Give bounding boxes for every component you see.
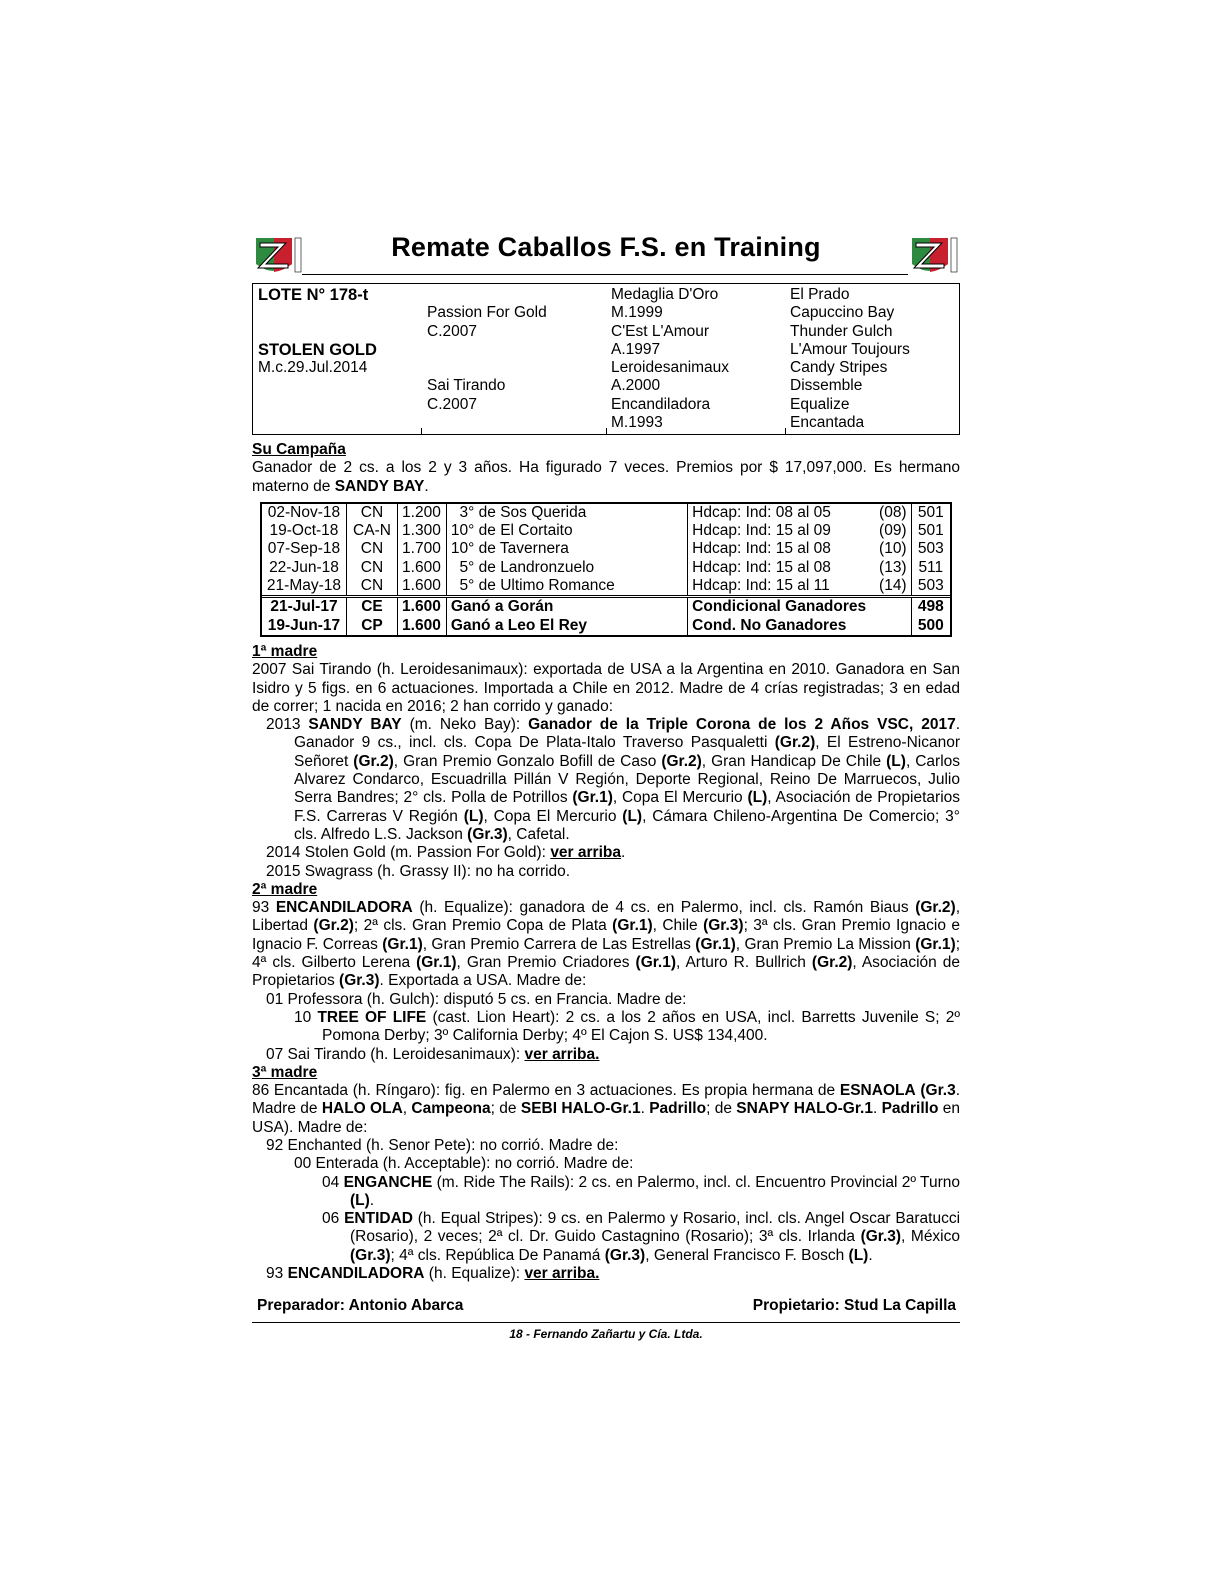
race-row <box>262 617 950 635</box>
page-footer: 18 - Fernando Zañartu y Cía. Ltda. <box>509 1326 703 1341</box>
race-result: Ganó a Leo El Rey <box>446 617 687 635</box>
race-date: 22-Jun-18 <box>269 558 339 576</box>
pedigree-cell: Encantada <box>790 414 865 432</box>
race-condition: Hdcap: Ind: 08 al 05 <box>688 504 875 522</box>
pedigree-horse-column <box>258 286 418 377</box>
pedigree-cell: Capuccino Bay <box>790 304 895 322</box>
produce-entry-professora: 01 Professora (h. Gulch): disputó 5 cs. en Francia. Madre de: <box>266 990 687 1008</box>
race-field-size <box>874 617 911 635</box>
race-track: CN <box>346 504 397 522</box>
race-track: CN <box>346 559 397 577</box>
race-result: 5° de Landronzuelo <box>446 559 687 577</box>
third-dam-text: 86 Encantada (h. Ríngaro): fig. en Palermo en 3 actuaciones. Es propia hermana de ESNAOLA (Gr.3. Madre de HALO OLA, Campeona; de SEBI HALO-Gr.1. Padrillo; de SNAPY HALO-Gr.1. Padrillo en USA). Madre de: <box>252 1082 961 1136</box>
produce-entry-sandy-bay: 2013 SANDY BAY (m. Neko Bay): Ganador de la Triple Corona de los 2 Años VSC, 2017. Ganador 9 cs., incl. cls. Copa De Plata-Italo Traverso Pasqualetti (Gr.2), El Estreno-Nicanor Señoret (Gr.2), Gran Premio Gonzalo Bofill de Caso (Gr.2), Gran Handicap De Chile (L), Carlos Alvarez Condarco, Escuadrilla Pillán V Región, Deporte Regional, Reino De Marruecos, Julio Serra Bandres; 2° cls. Polla de Potrillos (Gr.1), Copa El Mercurio (L), Asociación de Propietarios F.S. Carreras V Región (L), Copa El Mercurio (L), Cámara Chileno-Argentina De Comercio; 3° cls. Alfredo L.S. Jackson (Gr.3), Cafetal. <box>266 716 961 843</box>
campaign-text: Ganador de 2 cs. a los 2 y 3 años. Ha figurado 7 veces. Premios por $ 17,097,000. Es hermano materno de SANDY BAY. <box>252 459 960 495</box>
sire-name: Passion For Gold <box>427 304 547 322</box>
race-row <box>262 559 950 577</box>
pedigree-cell: El Prado <box>790 286 850 303</box>
race-table <box>260 502 952 637</box>
second-dam-heading: 2ª madre <box>252 880 318 898</box>
produce-entry-swagrass: 2015 Swagrass (h. Grassy II): no ha corrido. <box>266 862 571 880</box>
first-dam-section <box>252 643 960 881</box>
race-condition: Hdcap: Ind: 15 al 11 <box>688 577 875 597</box>
produce-entry-stolen-gold: 2014 Stolen Gold (m. Passion For Gold): ver arriba. <box>266 844 626 862</box>
race-condition: Hdcap: Ind: 15 al 09 <box>688 522 875 540</box>
race-number: 498 <box>911 597 950 617</box>
pedigree-box <box>252 283 960 435</box>
catalog-page <box>252 230 960 1343</box>
page-header <box>252 230 960 278</box>
owner-label: Propietario: Stud La Capilla <box>752 1297 956 1315</box>
race-field-size: (14) <box>879 577 907 595</box>
dam-info: C.2007 <box>427 395 477 413</box>
trainer-label: Preparador: Antonio Abarca <box>257 1297 464 1315</box>
pedigree-cell: M.1999 <box>611 304 663 322</box>
pedigree-cell: Dissemble <box>790 377 863 395</box>
produce-entry-entidad: 06 ENTIDAD (h. Equal Stripes): 9 cs. en Palermo y Rosario, incl. cls. Angel Oscar Baratucci (Rosario), 2 veces; 2ª cl. Dr. Guido Castagnino (Rosario); 3ª cls. Irlanda (Gr.3), México (Gr.3); 4ª cls. República De Panamá (Gr.3), General Francisco F. Bosch (L). <box>322 1210 961 1264</box>
race-row <box>262 540 950 558</box>
race-track: CP <box>346 617 397 635</box>
race-field-size: (13) <box>879 558 907 576</box>
horse-name: STOLEN GOLD <box>258 340 377 359</box>
race-condition: Hdcap: Ind: 15 al 08 <box>688 559 875 577</box>
produce-entry-tree-of-life: 10 TREE OF LIFE (cast. Lion Heart): 2 cs. a los 2 años en USA, incl. Barretts Juvenile S; 2º Pomona Derby; 3º California Derby; 4º El Cajon S. US$ 134,400. <box>294 1008 961 1045</box>
see-above-link[interactable]: ver arriba. <box>524 1265 600 1283</box>
race-date: 02-Nov-18 <box>267 503 341 521</box>
third-dam-heading: 3ª madre <box>252 1063 318 1081</box>
race-number: 503 <box>911 577 950 597</box>
race-date: 07-Sep-18 <box>267 540 341 558</box>
race-distance: 1.200 <box>398 504 447 522</box>
header-rule <box>302 274 908 275</box>
race-condition: Condicional Ganadores <box>688 597 875 617</box>
pedigree-divider <box>785 428 786 434</box>
footer-credits <box>252 1297 960 1315</box>
campaign-section <box>252 441 960 496</box>
race-track: CE <box>346 597 397 617</box>
race-field-size: (09) <box>879 522 907 540</box>
produce-entry-encandiladora: 93 ENCANDILADORA (h. Equalize): ver arriba. <box>266 1265 600 1283</box>
pedigree-great-grandparents-column <box>790 286 960 432</box>
pedigree-parents-column <box>427 286 607 414</box>
race-date: 21-May-18 <box>266 577 342 595</box>
sire-info: C.2007 <box>427 322 477 340</box>
race-track: CN <box>346 577 397 597</box>
pedigree-cell: Equalize <box>790 395 850 413</box>
produce-entry-enterada: 00 Enterada (h. Acceptable): no corrió. Madre de: <box>294 1155 634 1173</box>
see-above-link[interactable]: ver arriba. <box>524 1045 600 1063</box>
see-above-link[interactable]: ver arriba <box>550 844 621 862</box>
race-date: 21-Jul-17 <box>262 597 346 617</box>
race-result: 10° de El Cortaito <box>446 522 687 540</box>
race-field-size: (08) <box>879 503 907 521</box>
page-title: Remate Caballos F.S. en Training <box>391 232 821 262</box>
pedigree-cell: A.2000 <box>611 377 661 395</box>
race-date: 19-Oct-18 <box>269 522 339 540</box>
first-dam-intro: 2007 Sai Tirando (h. Leroidesanimaux): exportada de USA a la Argentina en 2010. Ganadora en San Isidro y 5 figs. en 6 actuaciones. Importada a Chile en 2012. Madre de 4 crías registradas; 3 en edad de correr; 1 nacida en 2016; 2 han corrido y ganado: <box>252 661 960 715</box>
horse-info: M.c.29.Jul.2014 <box>258 359 368 377</box>
pedigree-cell: Leroidesanimaux <box>611 359 730 377</box>
pedigree-cell: Candy Stripes <box>790 359 888 377</box>
third-dam-section <box>252 1064 960 1284</box>
race-condition: Hdcap: Ind: 15 al 08 <box>688 540 875 558</box>
lot-number: LOTE N° 178-t <box>258 286 369 304</box>
race-number: 503 <box>911 540 950 558</box>
second-dam-text: 93 ENCANDILADORA (h. Equalize): ganadora de 4 cs. en Palermo, incl. cls. Ramón Biaus (Gr.2), Libertad (Gr.2); 2ª cls. Gran Premio Copa de Plata (Gr.1), Chile (Gr.3); 3ª cls. Gran Premio Ignacio e Ignacio F. Correas (Gr.1), Gran Premio Carrera de Las Estrellas (Gr.1), Gran Premio La Mission (Gr.1); 4ª cls. Gilberto Lerena (Gr.1), Gran Premio Criadores (Gr.1), Arturo R. Bullrich (Gr.2), Asociación de Propietarios (Gr.3). Exportada a USA. Madre de: <box>252 899 961 990</box>
race-row <box>262 577 950 597</box>
race-result: Ganó a Gorán <box>446 597 687 617</box>
race-field-size <box>874 597 911 617</box>
pedigree-cell: Thunder Gulch <box>790 322 893 340</box>
produce-entry-sai-tirando: 07 Sai Tirando (h. Leroidesanimaux): ver arriba. <box>266 1045 600 1063</box>
race-result: 10° de Tavernera <box>446 540 687 558</box>
race-number: 500 <box>911 617 950 635</box>
race-number: 511 <box>911 559 950 577</box>
race-distance: 1.600 <box>398 617 447 635</box>
race-distance: 1.600 <box>398 559 447 577</box>
race-row <box>262 597 950 617</box>
race-track: CN <box>346 540 397 558</box>
race-distance: 1.300 <box>398 522 447 540</box>
pedigree-cell: Medaglia D'Oro <box>611 286 719 303</box>
pedigree-divider <box>421 428 422 434</box>
race-condition: Cond. No Ganadores <box>688 617 875 635</box>
race-result: 5° de Ultimo Romance <box>446 577 687 597</box>
campaign-heading: Su Campaña <box>252 441 346 458</box>
produce-entry-enchanted: 92 Enchanted (h. Senor Pete): no corrió. Madre de: <box>266 1136 619 1154</box>
pedigree-divider <box>606 428 607 434</box>
first-dam-heading: 1ª madre <box>252 642 318 660</box>
pedigree-cell: M.1993 <box>611 414 663 432</box>
race-date: 19-Jun-17 <box>267 616 341 634</box>
race-number: 501 <box>911 504 950 522</box>
race-distance: 1.600 <box>398 577 447 597</box>
race-track: CA-N <box>346 522 397 540</box>
race-result: 3° de Sos Querida <box>446 504 687 522</box>
race-field-size: (10) <box>879 540 907 558</box>
pedigree-grandparents-column <box>611 286 787 432</box>
race-distance: 1.700 <box>398 540 447 558</box>
pedigree-cell: C'Est L'Amour <box>611 322 710 340</box>
pedigree-cell: A.1997 <box>611 340 661 358</box>
pedigree-cell: Encandiladora <box>611 395 711 413</box>
zanartu-logo-right <box>908 234 960 278</box>
race-row <box>262 522 950 540</box>
race-row <box>262 504 950 522</box>
footer-rule <box>252 1322 960 1323</box>
race-distance: 1.600 <box>398 597 447 617</box>
pedigree-cell: L'Amour Toujours <box>790 340 910 358</box>
race-number: 501 <box>911 522 950 540</box>
dam-name: Sai Tirando <box>427 377 506 395</box>
produce-entry-enganche: 04 ENGANCHE (m. Ride The Rails): 2 cs. en Palermo, incl. cl. Encuentro Provincial 2º Turno (L). <box>322 1173 960 1209</box>
second-dam-section <box>252 881 960 1064</box>
